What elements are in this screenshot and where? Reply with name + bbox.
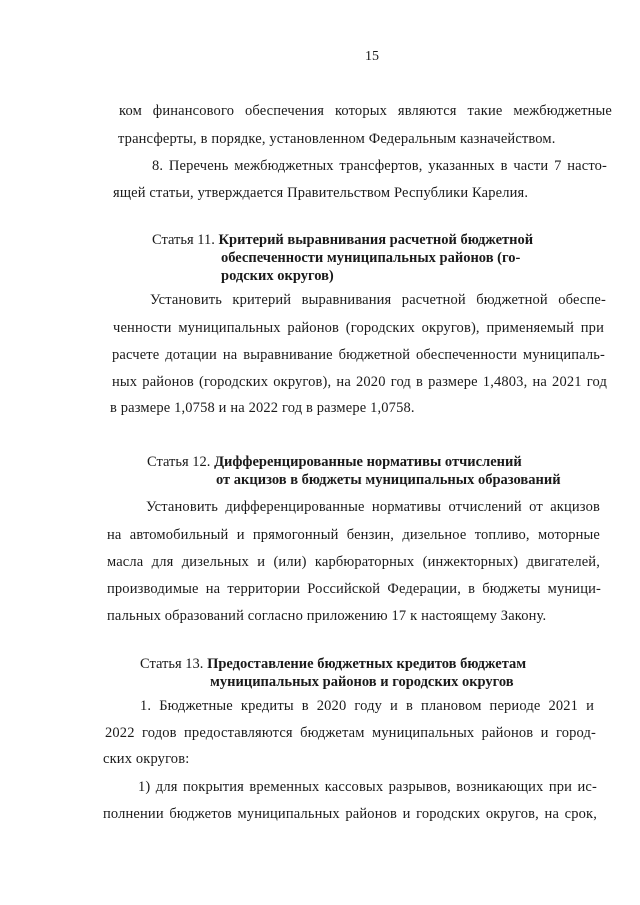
text-line: масла для дизельных и (или) карбюраторных (инжекторных) двигателей,	[107, 554, 600, 570]
text-line: ских округов:	[103, 751, 190, 767]
text-line: 1. Бюджетные кредиты в 2020 году и в плановом периоде 2021 и	[140, 698, 594, 714]
text-line: производимые на территории Российской Федерации, в бюджеты муници-	[107, 581, 601, 597]
text-line: трансферты, в порядке, установленном Федеральным казначейством.	[118, 131, 556, 147]
text-line: Установить дифференцированные нормативы отчислений от акцизов	[146, 499, 600, 515]
article-title: Дифференцированные нормативы отчислений	[214, 454, 522, 470]
page-number: 15	[365, 49, 379, 64]
text-line: расчете дотации на выравнивание бюджетной обеспеченности муниципаль-	[112, 347, 605, 363]
article-13-heading-cont	[210, 673, 514, 691]
article-title: муниципальных районов и городских округов	[210, 674, 514, 690]
article-11-heading-cont	[221, 267, 334, 285]
text-line: Установить критерий выравнивания расчетной бюджетной обеспе-	[150, 292, 606, 308]
article-title: обеспеченности муниципальных районов (го-	[221, 250, 521, 266]
text-line: ных районов (городских округов), на 2020 год в размере 1,4803, на 2021 год	[112, 374, 607, 390]
text-line: ченности муниципальных районов (городских округов), применяемый при	[113, 320, 604, 336]
article-label: Статья 12.	[147, 454, 211, 470]
text-line: 1) для покрытия временных кассовых разрывов, возникающих при ис-	[138, 779, 597, 795]
article-11-heading-cont	[221, 249, 520, 267]
text-line: ком финансового обеспечения которых являются такие межбюджетные	[119, 103, 612, 119]
text-line: в размере 1,0758 и на 2022 год в размере 1,0758.	[110, 400, 415, 416]
article-12-heading-cont	[216, 471, 561, 489]
article-title: от акцизов в бюджеты муниципальных образований	[216, 472, 561, 488]
article-label: Статья 13.	[140, 656, 204, 672]
text-line: на автомобильный и прямогонный бензин, дизельное топливо, моторные	[107, 527, 600, 543]
text-line: полнении бюджетов муниципальных районов и городских округов, на срок,	[103, 806, 597, 822]
article-13-heading	[140, 655, 526, 673]
text-line: пальных образований согласно приложению 17 к настоящему Закону.	[107, 608, 547, 624]
article-11-heading	[152, 231, 533, 249]
text-line: 2022 годов предоставляются бюджетам муниципальных районов и город-	[105, 725, 596, 741]
text-line: ящей статьи, утверждается Правительством Республики Карелия.	[113, 185, 529, 201]
article-title: Предоставление бюджетных кредитов бюджетам	[207, 656, 527, 672]
article-12-heading	[147, 453, 522, 471]
article-label: Статья 11.	[152, 232, 215, 248]
text-line: 8. Перечень межбюджетных трансфертов, указанных в части 7 насто-	[152, 158, 607, 174]
article-title: родских округов)	[221, 268, 334, 284]
article-title: Критерий выравнивания расчетной бюджетной	[218, 232, 534, 248]
